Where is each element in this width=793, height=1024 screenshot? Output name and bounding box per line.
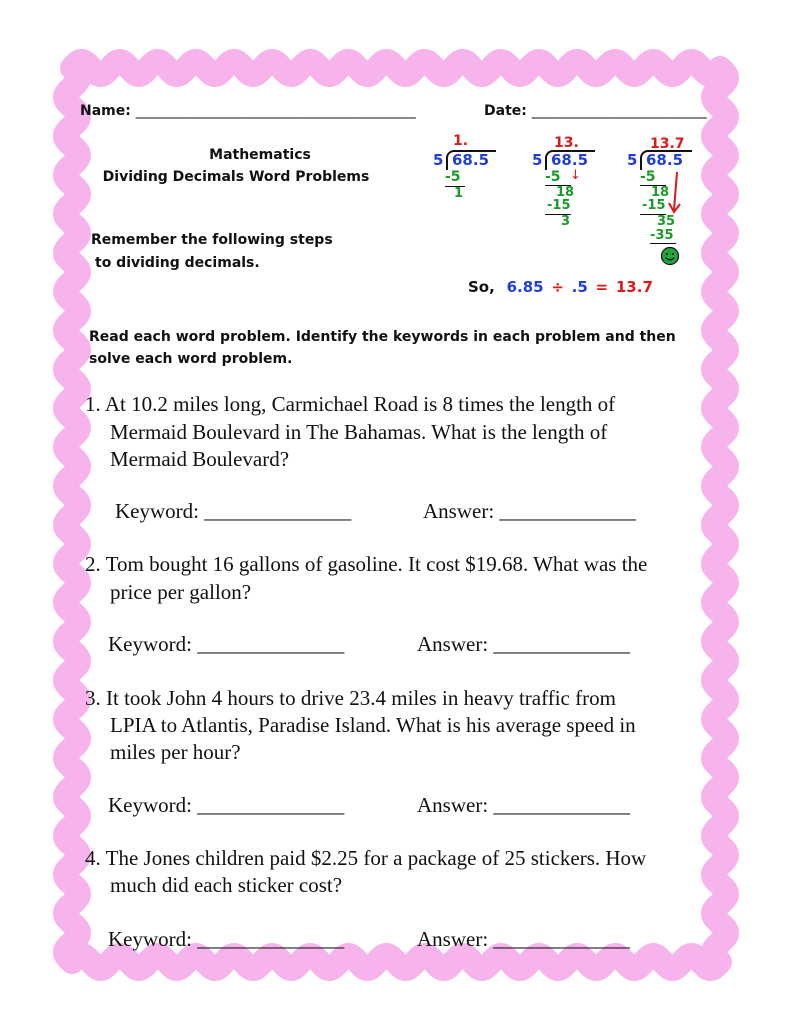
reminder-line-1: Remember the following steps: [91, 232, 333, 248]
divisor-1: 5: [433, 151, 444, 169]
summary-dividend: 6.85: [506, 278, 544, 296]
problem-2-line-1: 2. Tom bought 16 gallons of gasoline. It cost $19.68. What was the: [85, 552, 648, 576]
problem-3-line-2: LPIA to Atlantis, Paradise Island. What is his average speed in: [110, 713, 636, 737]
problem-1-answer-field[interactable]: Answer: _____________: [423, 499, 636, 523]
date-label: Date:: [484, 103, 527, 119]
problem-3-keyword-field[interactable]: Keyword: ______________: [108, 793, 345, 817]
summary-operator: ÷: [551, 278, 564, 296]
summary-result: 13.7: [615, 278, 653, 296]
subject-heading: Mathematics: [209, 147, 311, 163]
problem-2-keyword-field[interactable]: Keyword: ______________: [108, 632, 345, 656]
date-field[interactable]: [484, 103, 707, 119]
reminder-line-2: to dividing decimals.: [95, 255, 260, 271]
bring-down-arrow-icon: ↓: [570, 168, 581, 183]
worksheet-title: Dividing Decimals Word Problems: [102, 169, 370, 185]
divisor-2: 5: [532, 151, 543, 169]
problem-1-line-2: Mermaid Boulevard in The Bahamas. What is the length of: [110, 420, 608, 444]
problem-2-line-2: price per gallon?: [110, 580, 252, 604]
name-line[interactable]: ________________________________________: [135, 103, 416, 119]
instructions-line-1: Read each word problem. Identify the keywords in each problem and then: [89, 329, 676, 345]
problem-4-line-1: 4. The Jones children paid $2.25 for a package of 25 stickers. How: [85, 846, 647, 870]
subtract-1: -5: [445, 169, 461, 185]
problem-3-line-3: miles per hour?: [110, 740, 241, 764]
problem-3-line-1: 3. It took John 4 hours to drive 23.4 miles in heavy traffic from: [85, 686, 616, 710]
dividend-3: 68.5: [646, 151, 684, 169]
problem-1-line-1: 1. At 10.2 miles long, Carmichael Road is 8 times the length of: [85, 392, 616, 416]
summary-equation: [468, 278, 653, 297]
remainder-2a: 18: [556, 185, 575, 200]
problem-1-line-3: Mermaid Boulevard?: [110, 447, 290, 471]
problem-4-line-2: much did each sticker cost?: [110, 873, 343, 897]
smiley-face-icon: [660, 246, 680, 266]
problem-4-keyword-field[interactable]: Keyword: ______________: [108, 927, 345, 951]
subtract-2b: -15: [547, 198, 571, 213]
rule-3c: [650, 243, 676, 244]
subtract-3a: -5: [640, 169, 656, 185]
instructions-line-2: solve each word problem.: [89, 351, 293, 367]
problem-1-keyword-field[interactable]: Keyword: ______________: [115, 499, 352, 523]
name-field[interactable]: [80, 103, 416, 119]
subtract-3b: -15: [642, 198, 666, 213]
bring-down-arrow-icon: [668, 170, 682, 215]
subtract-3c: -35: [650, 228, 674, 243]
remainder-3a: 18: [651, 185, 670, 200]
quotient-2: 13.: [554, 135, 579, 151]
summary-divisor: .5: [571, 278, 588, 296]
name-label: Name:: [80, 103, 131, 119]
remainder-3b: 35: [657, 214, 676, 229]
quotient-3: 13.7: [650, 136, 685, 152]
summary-equals: =: [595, 278, 609, 296]
problem-2-answer-field[interactable]: Answer: _____________: [417, 632, 630, 656]
problem-4-answer-field[interactable]: Answer: _____________: [417, 927, 630, 951]
summary-prefix: So,: [468, 278, 495, 296]
subtract-2a: -5: [545, 169, 561, 185]
date-line[interactable]: _________________________: [531, 103, 707, 119]
remainder-2b: 3: [561, 214, 571, 229]
dividend-1: 68.5: [452, 151, 490, 169]
problem-3-answer-field[interactable]: Answer: _____________: [417, 793, 630, 817]
dividend-2: 68.5: [551, 151, 589, 169]
quotient-1: 1.: [453, 133, 469, 149]
divisor-3: 5: [627, 151, 638, 169]
remainder-1: 1: [454, 186, 464, 201]
